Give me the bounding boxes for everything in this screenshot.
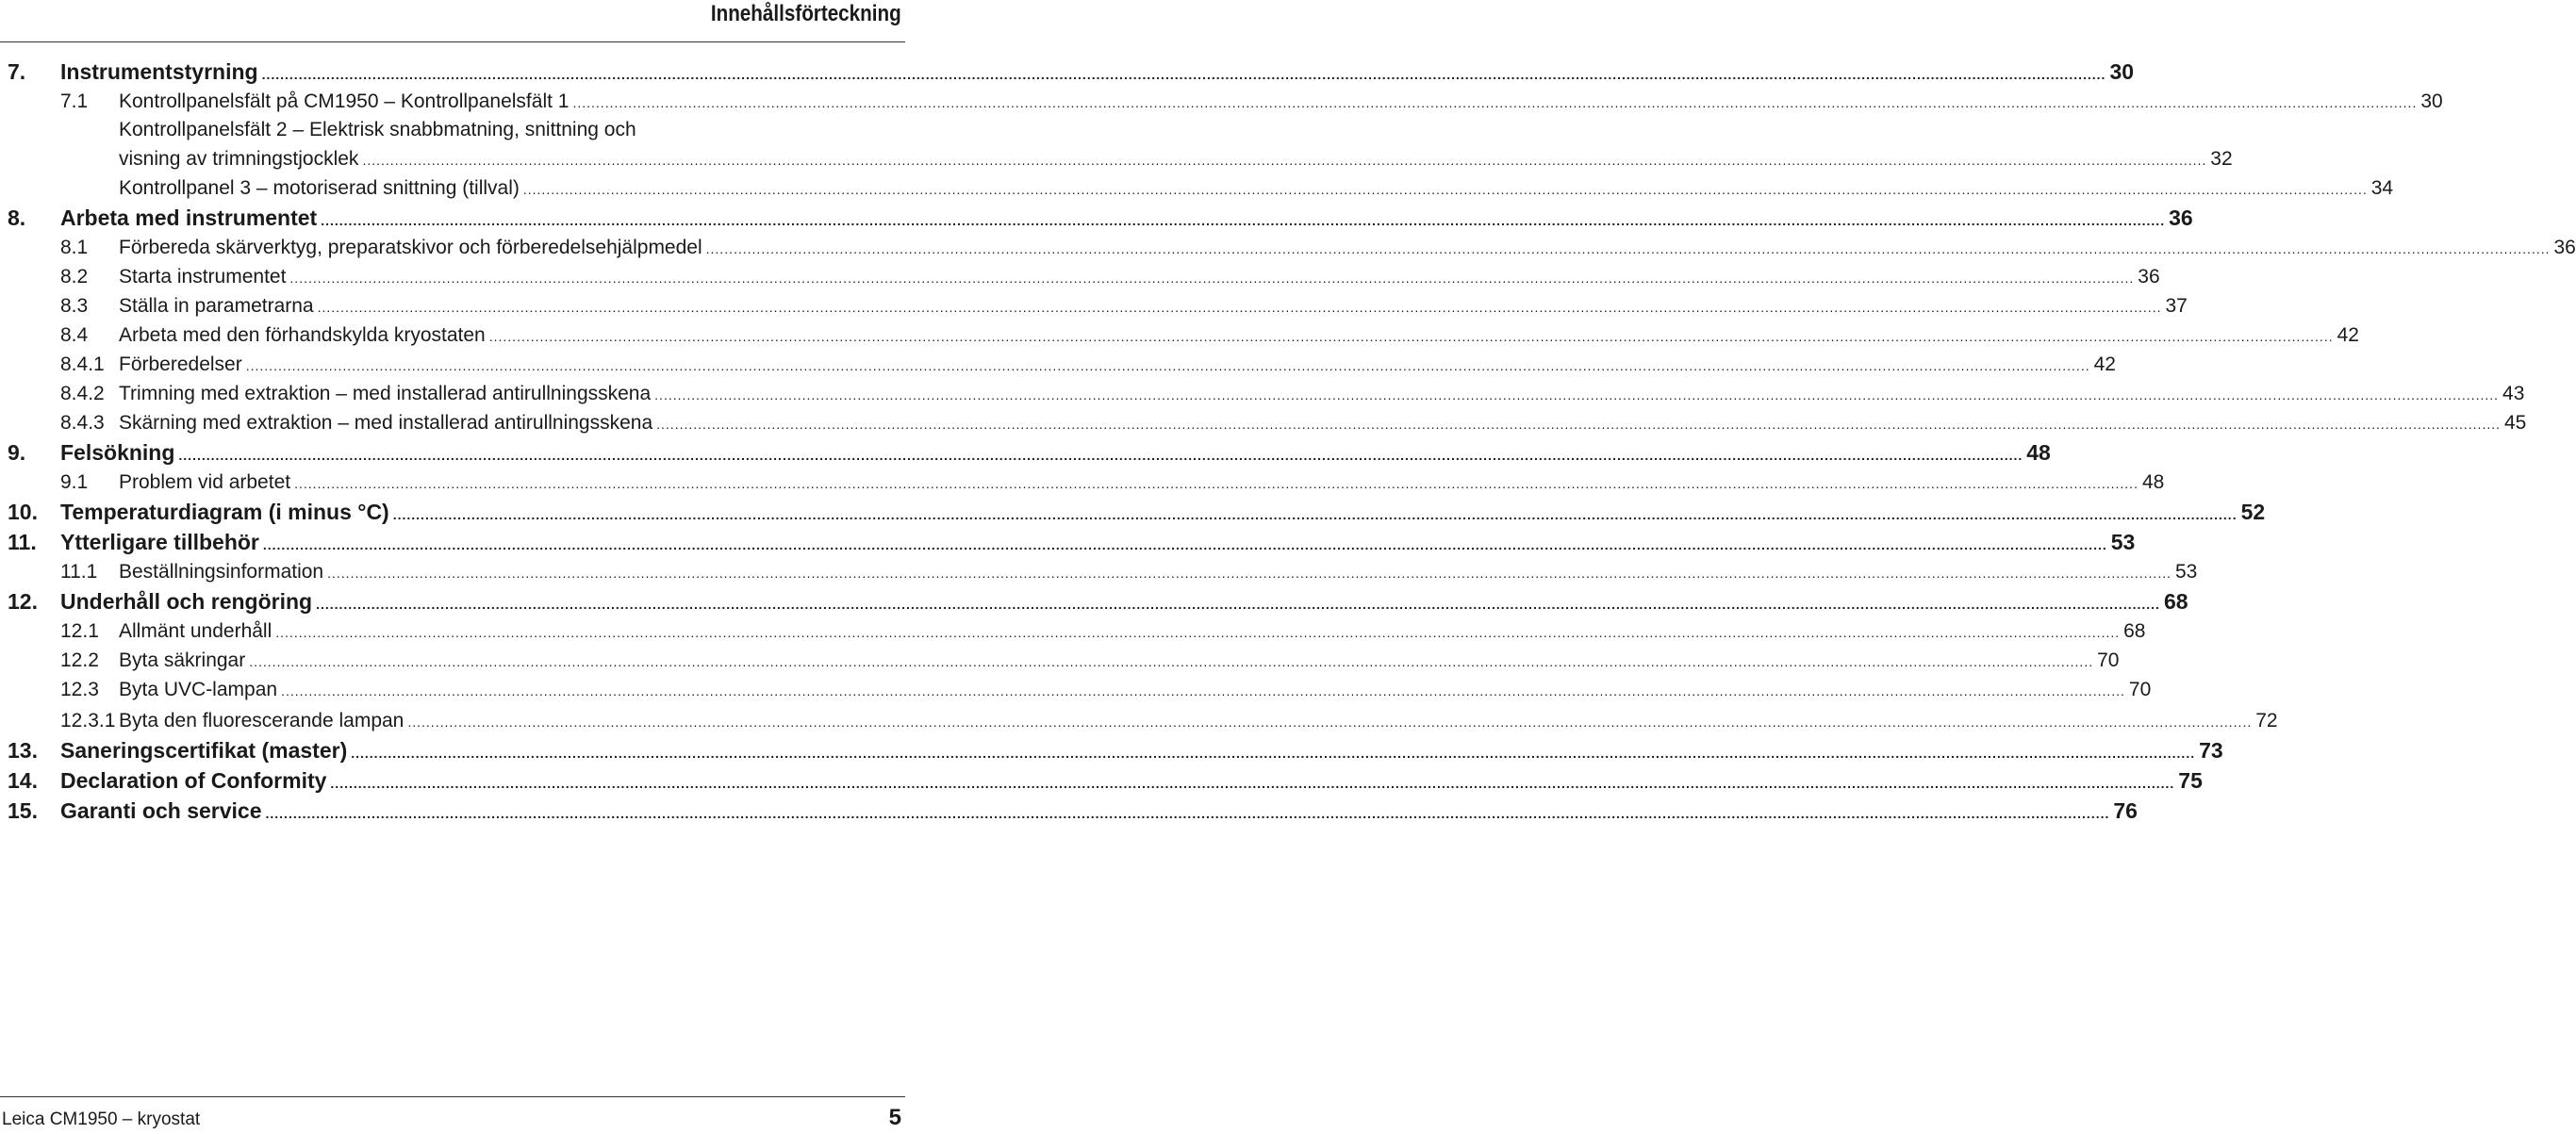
- toc-entry-number: 15.: [8, 798, 38, 823]
- dot-leader: ................................................................................................................................................................................................................................................................................................................................................................................................................: [316, 597, 2160, 612]
- dot-leader: ................................................................................................................................................................................................................................................................................................................................................................................................................: [654, 387, 2500, 403]
- toc-entry[interactable]: [8, 437, 2051, 468]
- toc-entry-line: [60, 497, 2266, 530]
- toc-entry-page: 52: [2240, 500, 2266, 524]
- toc-entry-title: Byta säkringar: [119, 649, 246, 671]
- dot-leader: ................................................................................................................................................................................................................................................................................................................................................................................................................: [327, 566, 2171, 581]
- dot-leader: ................................................................................................................................................................................................................................................................................................................................................................................................................: [656, 417, 2501, 432]
- toc-entry[interactable]: [8, 586, 2188, 616]
- page-footer: [0, 1096, 905, 1134]
- toc-entry-page: 42: [2337, 324, 2359, 346]
- toc-entry-line: [119, 144, 2233, 175]
- toc-entry[interactable]: [8, 527, 2136, 557]
- toc-entry-line: [119, 616, 2146, 648]
- toc-entry[interactable]: [8, 408, 2527, 437]
- toc-entry-line: [119, 320, 2359, 352]
- dot-leader: ................................................................................................................................................................................................................................................................................................................................................................................................................: [362, 153, 2207, 168]
- toc-entry[interactable]: [8, 291, 2188, 320]
- toc-entry-page: 53: [2174, 561, 2198, 583]
- toc-entry-line: [60, 527, 2136, 560]
- toc-entry-page: 37: [2165, 295, 2188, 317]
- dot-leader: ................................................................................................................................................................................................................................................................................................................................................................................................................: [317, 300, 2162, 315]
- table-of-contents: [8, 57, 2576, 826]
- toc-entry-line: [119, 116, 636, 144]
- toc-entry-number: 8.4: [60, 324, 89, 346]
- toc-entry-title: Trimning med extraktion – med installerad antirullningsskena: [119, 383, 652, 404]
- toc-entry-number: 12.: [8, 589, 38, 614]
- header-divider: [0, 41, 905, 42]
- toc-entry[interactable]: [8, 706, 2278, 735]
- toc-entry-line: [60, 765, 2203, 798]
- toc-entry[interactable]: [8, 796, 2138, 826]
- toc-entry-line: [60, 57, 2135, 90]
- toc-entry[interactable]: [8, 173, 2394, 203]
- page-title: Innehållsförteckning: [711, 1, 901, 26]
- dot-leader: ................................................................................................................................................................................................................................................................................................................................................................................................................: [392, 507, 2237, 522]
- dot-leader: ................................................................................................................................................................................................................................................................................................................................................................................................................: [407, 715, 2253, 730]
- toc-entry-number: 14.: [8, 768, 38, 793]
- toc-entry-page: 34: [2370, 177, 2394, 199]
- toc-entry-page: 30: [2420, 90, 2443, 112]
- toc-entry-line: [119, 379, 2525, 410]
- toc-entry-number: 8.4.3: [60, 412, 105, 434]
- toc-entry[interactable]: [8, 203, 2193, 233]
- toc-entry-line: [60, 203, 2193, 236]
- toc-entry-title: Felsökning: [60, 440, 175, 465]
- toc-entry-page: 76: [2113, 798, 2138, 823]
- toc-entry-line: [60, 437, 2051, 470]
- toc-entry-page: 36: [2138, 266, 2160, 288]
- toc-entry-number: 12.3: [60, 679, 99, 700]
- toc-entry-title: Temperaturdiagram (i minus °C): [60, 500, 389, 524]
- toc-entry-line: [119, 350, 2116, 381]
- toc-entry[interactable]: [8, 144, 2233, 173]
- toc-entry-line: [119, 262, 2160, 293]
- toc-entry[interactable]: [8, 116, 905, 144]
- toc-entry[interactable]: [8, 675, 2152, 704]
- toc-entry-number: 12.1: [60, 620, 99, 642]
- dot-leader: ................................................................................................................................................................................................................................................................................................................................................................................................................: [245, 358, 2090, 373]
- toc-entry-title: Kontrollpanelsfält 2 – Elektrisk snabbmatning, snittning och: [119, 119, 636, 140]
- toc-entry-title: Arbeta med instrumentet: [60, 205, 318, 230]
- toc-entry-line: [119, 557, 2198, 588]
- dot-leader: ................................................................................................................................................................................................................................................................................................................................................................................................................: [522, 182, 2368, 197]
- dot-leader: ................................................................................................................................................................................................................................................................................................................................................................................................................: [330, 776, 2175, 791]
- dot-leader: ................................................................................................................................................................................................................................................................................................................................................................................................................: [281, 683, 2125, 698]
- toc-entry-line: [119, 173, 2394, 205]
- toc-entry[interactable]: [8, 468, 2165, 497]
- toc-entry-number: 12.3.1: [60, 710, 116, 731]
- toc-entry[interactable]: [8, 765, 2203, 796]
- toc-entry-line: [119, 408, 2527, 439]
- toc-entry-title: Byta den fluorescerande lampan: [119, 710, 405, 731]
- toc-entry-page: 36: [2553, 237, 2576, 258]
- toc-entry[interactable]: [8, 57, 2135, 87]
- toc-entry-title: Garanti och service: [60, 798, 262, 823]
- toc-entry-number: 11.1: [60, 561, 98, 583]
- toc-entry-title: Declaration of Conformity: [60, 768, 327, 793]
- toc-entry-title: Kontrollpanelsfält på CM1950 – Kontrollpanelsfält 1: [119, 90, 570, 112]
- toc-entry-number: 8.2: [60, 266, 89, 288]
- toc-entry[interactable]: [8, 233, 2576, 262]
- dot-leader: ................................................................................................................................................................................................................................................................................................................................................................................................................: [261, 67, 2106, 82]
- toc-entry-title: Beställningsinformation: [119, 561, 324, 583]
- dot-leader: ................................................................................................................................................................................................................................................................................................................................................................................................................: [178, 448, 2023, 463]
- toc-entry-number: 8.4.1: [60, 353, 105, 375]
- toc-entry-number: 7.1: [60, 90, 89, 112]
- toc-entry-number: 10.: [8, 500, 38, 524]
- toc-entry-number: 7.: [8, 59, 26, 84]
- toc-entry-page: 32: [2210, 148, 2233, 170]
- toc-entry-line: [60, 796, 2138, 829]
- toc-entry-title: Instrumentstyrning: [60, 59, 258, 84]
- toc-entry-number: 12.2: [60, 649, 99, 671]
- toc-entry-number: 8.1: [60, 237, 89, 258]
- toc-entry-number: 8.: [8, 205, 26, 230]
- toc-entry-title: visning av trimningstjocklek: [119, 148, 359, 170]
- page-number: 5: [888, 1105, 901, 1130]
- toc-entry-title: Ytterligare tillbehör: [60, 530, 259, 554]
- toc-entry-line: [60, 735, 2223, 768]
- toc-entry-page: 75: [2178, 768, 2203, 793]
- dot-leader: ................................................................................................................................................................................................................................................................................................................................................................................................................: [321, 213, 2166, 228]
- toc-entry-page: 72: [2255, 710, 2278, 731]
- toc-entry-number: 8.3: [60, 295, 89, 317]
- toc-entry-line: [60, 586, 2188, 619]
- toc-entry-line: [119, 675, 2152, 706]
- toc-entry[interactable]: [8, 320, 2359, 350]
- toc-entry-line: [119, 291, 2188, 322]
- dot-leader: ................................................................................................................................................................................................................................................................................................................................................................................................................: [262, 537, 2107, 552]
- toc-entry-number: 8.4.2: [60, 383, 105, 404]
- toc-entry[interactable]: [8, 87, 2443, 116]
- toc-entry-title: Förberedelser: [119, 353, 242, 375]
- dot-leader: ................................................................................................................................................................................................................................................................................................................................................................................................................: [289, 271, 2135, 286]
- toc-entry-title: Ställa in parametrarna: [119, 295, 314, 317]
- toc-entry-title: Underhåll och rengöring: [60, 589, 313, 614]
- toc-entry-page: 30: [2109, 59, 2135, 84]
- toc-entry-line: [119, 233, 2576, 264]
- toc-entry-page: 48: [2141, 471, 2165, 493]
- toc-entry-page: 43: [2502, 383, 2525, 404]
- toc-entry-title: Kontrollpanel 3 – motoriserad snittning (tillval): [119, 177, 520, 199]
- toc-entry[interactable]: [8, 735, 2223, 765]
- toc-entry[interactable]: [8, 379, 2525, 408]
- toc-entry-title: Saneringscertifikat (master): [60, 738, 348, 763]
- dot-leader: ................................................................................................................................................................................................................................................................................................................................................................................................................: [351, 746, 2196, 761]
- toc-entry-page: 45: [2504, 412, 2527, 434]
- toc-entry[interactable]: [8, 350, 2116, 379]
- toc-entry-page: 48: [2026, 440, 2051, 465]
- toc-entry-line: [119, 706, 2278, 737]
- toc-entry-title: Förbereda skärverktyg, preparatskivor och förberedelsehjälpmedel: [119, 237, 702, 258]
- toc-entry-page: 36: [2169, 205, 2193, 230]
- dot-leader: ................................................................................................................................................................................................................................................................................................................................................................................................................: [705, 241, 2551, 256]
- toc-entry-title: Arbeta med den förhandskylda kryostaten: [119, 324, 486, 346]
- toc-entry-title: Starta instrumentet: [119, 266, 287, 288]
- dot-leader: ................................................................................................................................................................................................................................................................................................................................................................................................................: [572, 95, 2418, 110]
- dot-leader: ................................................................................................................................................................................................................................................................................................................................................................................................................: [249, 654, 2094, 669]
- dot-leader: ................................................................................................................................................................................................................................................................................................................................................................................................................: [488, 329, 2334, 344]
- toc-entry-title: Byta UVC-lampan: [119, 679, 278, 700]
- toc-entry[interactable]: [8, 646, 2120, 675]
- toc-entry-number: 11.: [8, 530, 37, 554]
- page-header: [0, 0, 905, 45]
- dot-leader: ................................................................................................................................................................................................................................................................................................................................................................................................................: [294, 476, 2138, 491]
- toc-entry-number: 13.: [8, 738, 38, 763]
- toc-entry-page: 68: [2123, 620, 2146, 642]
- toc-entry-title: Problem vid arbetet: [119, 471, 291, 493]
- toc-entry[interactable]: [8, 497, 2266, 527]
- toc-entry-page: 73: [2199, 738, 2223, 763]
- toc-entry[interactable]: [8, 262, 2160, 291]
- toc-entry-line: [119, 87, 2443, 118]
- toc-entry[interactable]: [8, 557, 2198, 586]
- toc-entry-number: 9.: [8, 440, 26, 465]
- toc-entry-page: 70: [2097, 649, 2120, 671]
- toc-entry-number: 9.1: [60, 471, 89, 493]
- toc-entry-title: Allmänt underhåll: [119, 620, 272, 642]
- footer-product-name: Leica CM1950 – kryostat: [2, 1109, 201, 1129]
- footer-divider: [0, 1096, 905, 1097]
- dot-leader: ................................................................................................................................................................................................................................................................................................................................................................................................................: [265, 806, 2110, 821]
- toc-entry-title: Skärning med extraktion – med installerad antirullningsskena: [119, 412, 653, 434]
- toc-entry-page: 70: [2128, 679, 2152, 700]
- toc-entry-line: [119, 646, 2120, 677]
- toc-entry-page: 68: [2163, 589, 2188, 614]
- toc-entry-page: 42: [2093, 353, 2116, 375]
- toc-entry[interactable]: [8, 616, 2146, 646]
- dot-leader: ................................................................................................................................................................................................................................................................................................................................................................................................................: [275, 625, 2121, 640]
- toc-entry-line: [119, 468, 2165, 499]
- toc-entry-page: 53: [2110, 530, 2136, 554]
